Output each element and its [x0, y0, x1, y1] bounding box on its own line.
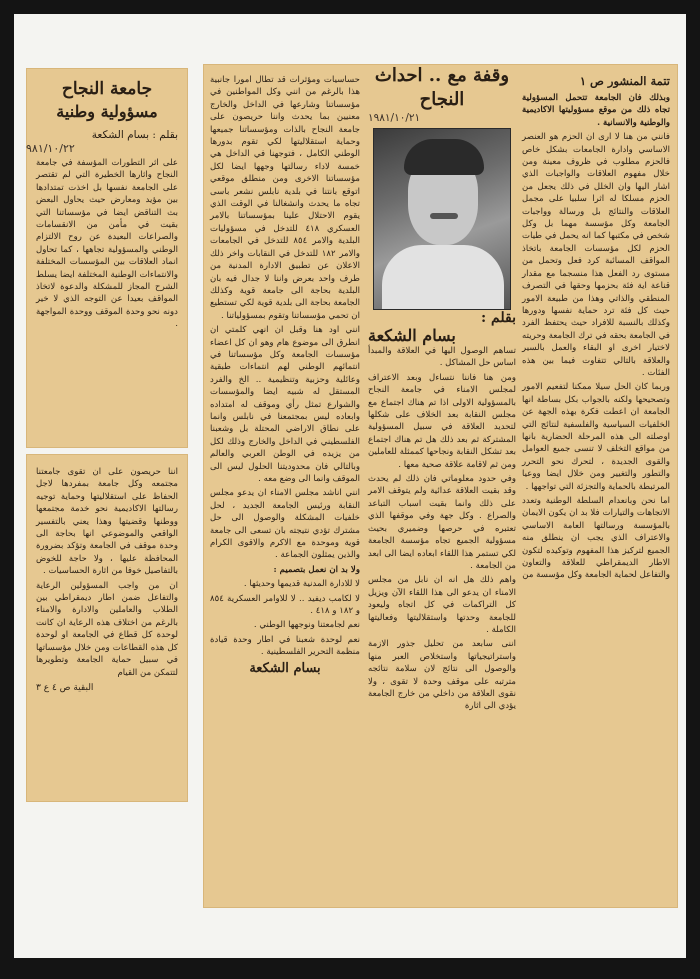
list-item: لا للادارة المدنية قديمها وحديثها . [243, 579, 360, 590]
paragraph: وفي حدود معلوماتي فان ذلك لم يحدث وقد بقيت العلاقة عدائية ولم يتوقف الامر على ذلك وانما بقيت اسباب التباعد والصراع . وكل جهة وفي موقفها الذي تعتبره في حرصها وضميري بحيث مسؤولية الجميع تجاه مؤسسة الجامعة لكي تستمر هذا اللقاء ابعاده ايضا الى ابعد من الجامعة . [368, 474, 516, 571]
paragraph: حساسيات ومؤثرات قد تطال امورا جانبية هذا بالرغم من انني وكل المواطنين في مؤسساتنا وشارعها في الداخل والخارج معنيين بما يحدث واننا حريصون على جامعة النجاح بالذات ومؤسساتنا جميعها وحماية استقلاليتها لكي تقوم بدورها الوطني الكامل ، فتوجهنا في الداخل هي خمسة لاداء رسالتها وجهها ايضا لكل مؤسساتنا الاخرى ومن منطلق موقعي اتوقع بانتنا في بلدية نابلس نشعر باسى تجاه ما يحدث وانشغالنا في الوقت الذي يقوم الاحتلال علينا بمؤسساتنا بالامر العسكري ٤١٨ للتدخل في مسؤوليات البلدية والامر ٨٥٤ للتدخل في الجامعات والامر ١٨٢ للتدخل في النقابات واخر ذلك الاعلان عن تطبيق الادارة المدنية من طرف واحد بعرض واننا لا جدال فيه بان البلدية بحاجة الى جامعة قوية وكذلك الجامعة بحاجة الى بلدية قوية لكي تستطيع ان تحمي مؤسساتنا وتقوم بمسؤولياتنا . [210, 75, 361, 321]
left-clipping-continued [26, 454, 188, 802]
left-clipping [26, 68, 188, 448]
left-headline: جامعة النجاح [61, 79, 153, 99]
list-intro: ولا بد ان نعمل بتصميم : [273, 564, 360, 575]
column-right [522, 74, 670, 584]
byline-label: بقلم : [481, 310, 516, 326]
column-left [210, 74, 360, 676]
paragraph: فانني من هنا لا ارى ان الحزم هو العنصر الاساسي وادارة الجامعات بشكل خاص فالحزم مطلوب في ظروف معينة ومن خلال مفهوم العلاقات والواجبات الذي اشار اليها وان الخلل في ذلك يجعل من الحزم مسلكا له اثرا سلبيا على مجمل العلاقات والنتائج بل ورسالة وواجبات الجامعة وكل مؤسسة مهما بل وكل شخص في مكتبها كما انه يحمل في طيات الحزم لكل مؤسسات الجامعة باتخاذ المواقف المسائبة كرد فعل وتحمل من مستوى رد الفعل هذا منسجما مع مقدار قناعة اية فئة بحزمها وحقها في التصرف المنطقي والذاتي وهذا من طبيعة الامور حيث كل فئة ترد حماية نفسها ودورها وكذلك بالنسبة للافراد حيث يحتفظ الفرد في الجامعة بحقه في ترك الجامعة وحريته لاختيار اخرى او البقاء والعمل بالسير والعلاقة بالتالي تتفاوت فيما بين هذه الفئات . [522, 132, 670, 378]
archive-sheet [14, 14, 686, 958]
paragraph: واهم ذلك هل انه ان نابل من مجلس الامناء ان يدعو الى هذا اللقاء الآن ويزيل كل التراكمات في كل اتجاه وليعود للجامعة وحدتها واستقلاليتها وفعاليتها الكاملة . [368, 575, 516, 635]
right-clipping [203, 64, 678, 908]
paragraph: انني اناشد مجلس الامناء ان يدعو مجلس النقابة ورئيس الجامعة الجديد ، لحل خلفيات المشكلة والوصول الى حل مشترك تؤدي نتيجته بان تسعى الى جامعة قوية وموحدة مع الاكرم والاقوى الكرام والذين يمثلون الجماعة . [210, 488, 360, 561]
left-byline: بقلم : بسام الشكعة [91, 129, 178, 141]
paragraph: تساهم الوصول اليها في العلاقة والمبدأ اساس حل المشاكل . [368, 346, 516, 369]
paragraph: اما نحن وبانعدام السلطة الوطنية وتعدد الاتجاهات والتيارات فلا بد ان يكون الايمان بالمؤسسة ورسالتها العامة الاساسي والاعتراف الذي يجب ان ينطلق منه الجميع لتركيز هذا المفهوم وتوكيده لتكون الاطار الديمقراطي للعلاقة والتعاون والتفاعل لحماية الجامعة وكل مؤسسة من [522, 496, 670, 581]
paragraph: ان من واجب المسؤولين الرعاية والتفاعل ضمن اطار ديمقراطي بين الطلاب والعاملين والادارة والامناء بالرغم من اختلاف هذه الرعاية ان كانت لوحدة كل قطاع في الجامعة او لوحدة كل هذه القطاعات ومن خلال مؤسساتها في سبيل حماية الجامعة وتطويرها لتتمكن من القيام [36, 580, 178, 678]
signature: بسام الشكعة [249, 660, 321, 676]
column-middle [368, 64, 516, 715]
left-article-body-2 [36, 466, 178, 679]
continued-note: البقية ص ٤ ع ٣ [36, 682, 94, 693]
continuation-kicker: تتمة المنشور ص ١ [579, 74, 670, 88]
paragraph: اننى سابعد من تحليل جذور الازمة واستراتيجياتها واستخلاص العبر منها والوصول الى نتائج لان سلامة نتائجه مترتبه على موقف وحدة لا تقوى ، ولا نقوى العلاقة من داخلي من خارج الجامعة يؤدي الى اثارة [368, 639, 516, 712]
list-item: لا لكامب ديفيد .. لا للاوامر العسكرية ٨٥٤ و ١٨٢ و ٤١٨ . [210, 593, 360, 617]
paragraph: على اثر التطورات المؤسفة في جامعة النجاح واثارها الخطيرة التي لم تقتصر على الجامعة نفسها بل اخذت تمتدادها بين مؤيد ومعارض حيث يحاول البعض بث التناقض ايضا في مؤسساتنا التي بقيت في مأمن من الانقسامات والصراعات البعيدة عن روح الالتزام الوطني والمسؤولية تجاهها ، كما تحاول انماد العلاقات بين المؤسسات المختلفة والانتماءات الوطنية المختلفة ايضا يسلط الشرح المجاز للمشكلة والدعوة لاتخاذ المواقف بعيدا عن التوجه الذي لا خير دونه نحو وحدة الموقف ووحدة المواجهة . [36, 158, 178, 330]
left-article-body [36, 157, 178, 331]
author-photo [373, 128, 511, 310]
author-name: بسام الشكعة [368, 326, 456, 345]
paragraph: اننا حريصون على ان تقوى جامعتنا مجتمعه وكل جامعة بمفردها لاجل الحفاظ على استقلاليتها وحماية توجيه رسالتها الاكاديمية نحو خدمة مجتمعها ووطنها وقضيتها وهذا يعني بالتفسير الواقعي والموضوعي انها بحاجة الى وحدة موقف في الجامعة وتؤكد بضرورة المحافظة عليها ، ولا حاجة للخوض بالتفاصيل خوفا من اثارة الحساسيات . [36, 467, 178, 577]
list-item: نعم لجامعتنا ونوجهها الوطني . [253, 620, 360, 631]
article-headline: وقفة مع .. احداث النجاح [374, 65, 510, 110]
left-subheadline: مسؤولية وطنية [56, 102, 158, 121]
handwritten-date: ١٩٨١/١٠/٢١ [368, 112, 421, 124]
left-handwritten-date: ٩٨١/١٠/٢٢ [26, 142, 75, 155]
list-item: نعم لوحدة شعبنا في اطار وحدة قيادة منظمة التحرير الفلسطينية . [210, 634, 360, 658]
paragraph: ومن هنا فاننا نتساءل وبعد الاعتراف لمجلس الامناء في جامعة النجاح بالمسؤولية الاولى اذا تم هناك اجتماع مع مجلس النقابة بعد الخلاف على شكلها لتحديد العلاقة في سبيل المسؤولية المشتركة ثم بعد ذلك هل تم هناك اجتماع بعد تشكل النقابة ونجاحها كممثلة للعاملين ومن ثم لاقامة علاقة صحية معها . [368, 372, 516, 470]
paragraph: وبذلك فان الجامعة تتحمل المسؤولية تجاه ذلك من موقع مسؤوليتها الاكاديمية والوطنية والانسانية . [522, 93, 670, 128]
paragraph: وربما كان الحل سيلا ممكنا لتفعيم الامور وتصحيحها ولكنه بالجواب بكل بساطة انها الجامعة ان اعطت فكرة بهذه الجهة عن الخلفيات السياسية والفلسفية لنتائج التي اوصلته الى هذه المرحلة الحضارية بانها من مواقع التخلف لا تنسى جميع العوامل والقوى الجديدة ، لتحرك نحو التحرر والتطور والتغيير ومن خلال ايضا ووعيا المرتبطة بالحماية والتجزئة التي تواجهها . [522, 382, 670, 492]
paragraph: انني اود هنا وقبل ان انهي كلمتي ان انطرق الى موضوع هام وهو ان كل اعضاء مؤسسات الجامعة وكل مؤسساتنا في انتمائهم الوطني لهم انتماءات طبقية وعائلية وحزبية وتنظيمية .. الخ والفرد المستقل له شبيه ايضا والمؤسسات والشوارع تمثل رأي وموقف له امتداده وابعاده ليس بمجتمعنا في نابلس وانما على نطاق الاراضي المحتلة بل وشعبنا الفلسطيني في الداخل والخارج وذلك لكل من يزيده في الوطن العربي والعالم وبالتالي فان محدوديتنا الحلول ليس الى الموقف وانما الى وضع معه . [210, 325, 360, 484]
